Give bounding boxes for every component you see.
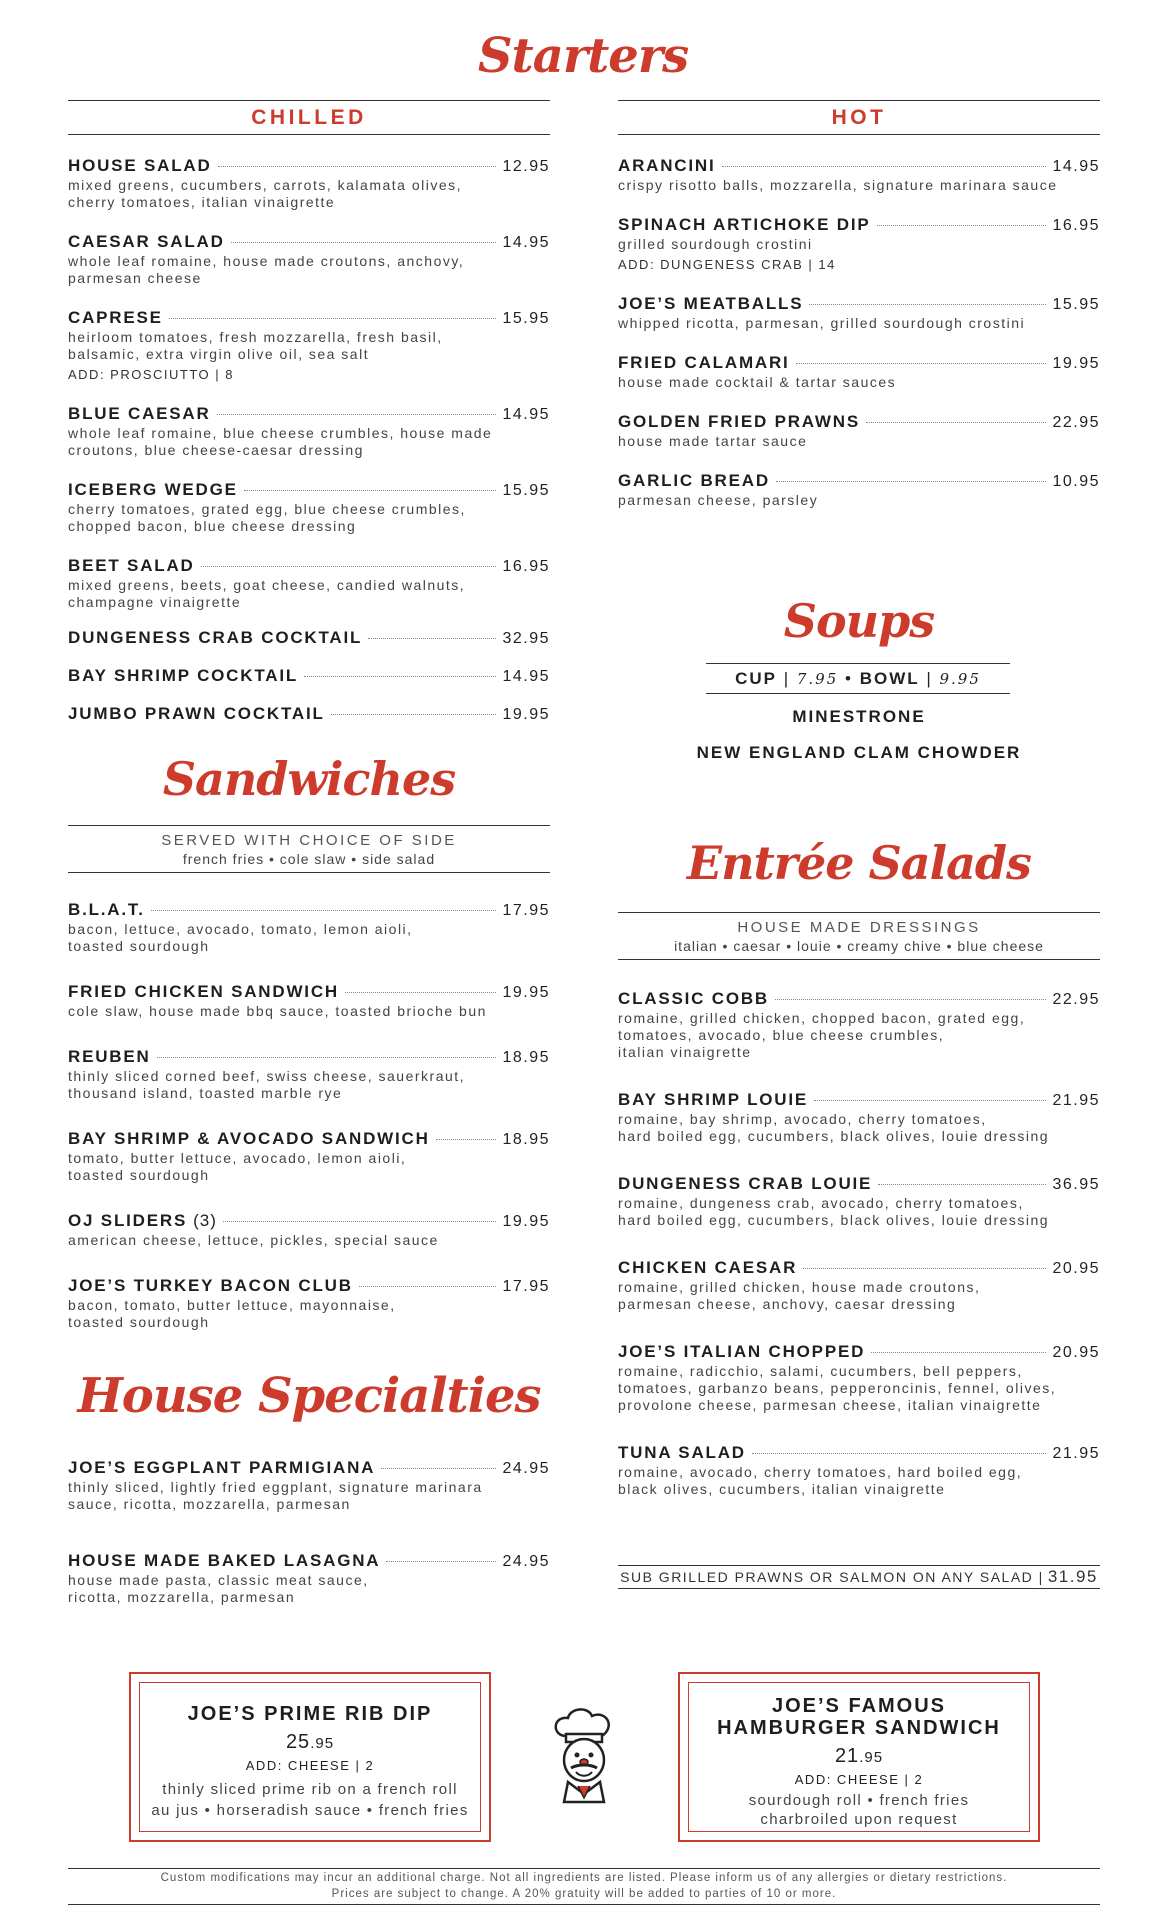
house-specialties-heading: House Specialties (77, 1368, 541, 1424)
menu-item-description: champagne vinaigrette (68, 594, 242, 610)
menu-item (618, 294, 1100, 332)
menu-item-price: 20.95 (1052, 1344, 1100, 1361)
menu-item-row (618, 1174, 1100, 1195)
sandwiches-heading: Sandwiches (162, 752, 456, 806)
menu-item-description: house made pasta, classic meat sauce, (68, 1572, 369, 1588)
menu-item-description: whole leaf romaine, blue cheese crumbles, house made (68, 425, 493, 441)
dot-leader (877, 225, 1047, 226)
dot-leader (871, 1352, 1046, 1353)
menu-item-description: parmesan cheese, parsley (618, 492, 819, 508)
menu-item-description: bacon, lettuce, avocado, tomato, lemon aioli, (68, 921, 413, 937)
dot-leader (345, 992, 496, 993)
menu-item-row (618, 471, 1100, 492)
menu-item-name: BAY SHRIMP & AVOCADO SANDWICH (68, 1129, 430, 1148)
menu-item-name: CHICKEN CAESAR (618, 1258, 798, 1277)
menu-item-description: hard boiled egg, cucumbers, black olives, louie dressing (618, 1128, 1050, 1144)
menu-item-name: BAY SHRIMP COCKTAIL (68, 666, 299, 685)
hot-list (618, 156, 1100, 509)
prime-rib-add: ADD: CHEESE | 2 (245, 1758, 375, 1773)
menu-item-description: black olives, cucumbers, italian vinaigrette (618, 1481, 946, 1497)
menu-item-description: thinly sliced, lightly fried eggplant, signature marinara (68, 1479, 483, 1495)
salad-list (618, 989, 1100, 1498)
menu-item (68, 480, 550, 535)
hot-label: HOT (618, 100, 1100, 135)
menu-item-row (68, 480, 550, 501)
menu-item-price: 20.95 (1052, 1260, 1100, 1277)
cup-label: CUP (735, 669, 777, 688)
menu-item-row (68, 556, 550, 577)
hamburger-line2: charbroiled upon request (760, 1811, 958, 1828)
hamburger-line1: sourdough roll • french fries (748, 1792, 970, 1809)
menu-item (618, 989, 1100, 1061)
menu-item-name: DUNGENESS CRAB COCKTAIL (68, 628, 363, 647)
menu-item-name: REUBEN (68, 1047, 151, 1066)
menu-item (68, 982, 550, 1020)
prime-rib-price-cents: .95 (310, 1735, 335, 1752)
menu-item-description: balsamic, extra virgin olive oil, sea salt (68, 346, 370, 362)
menu-item-description: tomato, butter lettuce, avocado, lemon aioli, (68, 1150, 407, 1166)
menu-item (68, 1047, 550, 1102)
menu-item-name: TUNA SALAD (618, 1443, 746, 1462)
menu-item-description: cherry tomatoes, grated egg, blue cheese crumbles, (68, 501, 466, 517)
menu-item-price: 15.95 (502, 310, 550, 327)
menu-item-row (68, 900, 550, 921)
menu-item (618, 156, 1100, 194)
dot-leader (776, 481, 1047, 482)
dot-leader (304, 676, 496, 677)
menu-item-row (68, 404, 550, 425)
menu-item-name: GOLDEN FRIED PRAWNS (618, 412, 860, 431)
menu-item-row (618, 353, 1100, 374)
sandwich-side-note (68, 825, 550, 873)
menu-item (68, 900, 550, 955)
menu-item-price: 10.95 (1052, 473, 1100, 490)
dot-leader (244, 490, 497, 491)
menu-item-price: 14.95 (502, 234, 550, 251)
menu-item-name: GARLIC BREAD (618, 471, 770, 490)
menu-item-row (68, 1129, 550, 1150)
menu-item-name: FRIED CHICKEN SANDWICH (68, 982, 339, 1001)
menu-item-name: JUMBO PRAWN COCKTAIL (68, 704, 325, 723)
menu-item-price: 24.95 (502, 1553, 550, 1570)
menu-item-description: croutons, blue cheese-caesar dressing (68, 442, 364, 458)
menu-item-price: 21.95 (1052, 1092, 1100, 1109)
dressings-note-title: HOUSE MADE DRESSINGS (737, 919, 981, 936)
menu-item (68, 1276, 550, 1331)
menu-item-description: toasted sourdough (68, 1167, 210, 1183)
menu-item-name: JOE’S TURKEY BACON CLUB (68, 1276, 353, 1295)
menu-item-price: 16.95 (1052, 217, 1100, 234)
prime-rib-line1: thinly sliced prime rib on a french roll (162, 1781, 458, 1798)
dot-leader (722, 166, 1047, 167)
menu-item-name: CLASSIC COBB (618, 989, 769, 1008)
menu-item-description: parmesan cheese (68, 270, 202, 286)
dot-leader (436, 1139, 497, 1140)
menu-item-name: SPINACH ARTICHOKE DIP (618, 215, 871, 234)
dot-leader (796, 363, 1047, 364)
hamburger-desc (689, 1791, 1029, 1829)
menu-item-name: B.L.A.T. (68, 900, 145, 919)
prime-rib-title: JOE’S PRIME RIB DIP (187, 1703, 433, 1725)
menu-item-row (68, 628, 550, 649)
menu-item-price: 19.95 (502, 984, 550, 1001)
menu-item-name: BLUE CAESAR (68, 404, 211, 423)
footer-line2: Prices are subject to change. A 20% gratuity will be added to parties of 10 or more. (331, 1888, 837, 1900)
salad-sub-price: 31.95 (1047, 1567, 1098, 1586)
menu-item-description: bacon, tomato, butter lettuce, mayonnaise, (68, 1297, 396, 1313)
menu-item-row (68, 156, 550, 177)
menu-item-price: 15.95 (502, 482, 550, 499)
menu-item-row (68, 1458, 550, 1479)
menu-item-description: romaine, bay shrimp, avocado, cherry tomatoes, (618, 1111, 987, 1127)
menu-item-row (68, 666, 550, 687)
dot-leader (814, 1100, 1046, 1101)
menu-item-name: FRIED CALAMARI (618, 353, 790, 372)
chilled-section (68, 100, 550, 725)
menu-item (68, 666, 550, 687)
menu-item (68, 704, 550, 725)
prime-rib-price (140, 1731, 480, 1754)
menu-item-price: 16.95 (502, 558, 550, 575)
menu-item-description: chopped bacon, blue cheese dressing (68, 518, 357, 534)
entree-salads-heading: Entrée Salads (687, 836, 1031, 890)
soups-heading: Soups (783, 594, 935, 648)
menu-item-description: parmesan cheese, anchovy, caesar dressing (618, 1296, 957, 1312)
hot-section (618, 100, 1100, 509)
menu-item (68, 628, 550, 649)
hamburger-price-main: 21 (834, 1745, 860, 1767)
menu-item (68, 308, 550, 383)
bowl-price: 9.95 (939, 670, 981, 688)
menu-item-row (68, 704, 550, 725)
menu-item-price: 19.95 (1052, 355, 1100, 372)
menu-item-price: 32.95 (502, 630, 550, 647)
menu-item-row (618, 215, 1100, 236)
menu-item (618, 471, 1100, 509)
menu-item-description: hard boiled egg, cucumbers, black olives, louie dressing (618, 1212, 1050, 1228)
hamburger-title-1: JOE’S FAMOUS (771, 1695, 947, 1717)
menu-item-description: whipped ricotta, parmesan, grilled sourdough crostini (618, 315, 1026, 331)
dot-leader (878, 1184, 1046, 1185)
menu-item-name: BAY SHRIMP LOUIE (618, 1090, 809, 1109)
menu-item-description: mixed greens, cucumbers, carrots, kalamata olives, (68, 177, 463, 193)
menu-item-description: thinly sliced corned beef, swiss cheese, sauerkraut, (68, 1068, 466, 1084)
menu-item-description: house made tartar sauce (618, 433, 808, 449)
menu-item-description: cole slaw, house made bbq sauce, toasted brioche bun (68, 1003, 487, 1019)
dot-leader (201, 566, 497, 567)
menu-item-row (618, 294, 1100, 315)
menu-item-row (618, 1342, 1100, 1363)
menu-item-name: JOE’S ITALIAN CHOPPED (618, 1342, 866, 1361)
menu-item-name: CAPRESE (68, 308, 163, 327)
dot-leader (809, 304, 1046, 305)
menu-item-row (68, 232, 550, 253)
menu-item-addon: ADD: PROSCIUTTO | 8 (68, 367, 234, 382)
dot-leader (752, 1453, 1047, 1454)
hamburger-add: ADD: CHEESE | 2 (794, 1772, 924, 1787)
menu-item-price: 12.95 (502, 158, 550, 175)
menu-item (68, 1551, 550, 1606)
dot-leader (331, 714, 497, 715)
menu-item-row (618, 1258, 1100, 1279)
menu-item (618, 412, 1100, 450)
prime-rib-price-main: 25 (285, 1731, 311, 1753)
sandwich-note-title: SERVED WITH CHOICE OF SIDE (161, 832, 457, 849)
menu-item-name: DUNGENESS CRAB LOUIE (618, 1174, 873, 1193)
menu-item-row (618, 1443, 1100, 1464)
menu-item-row (68, 1276, 550, 1297)
menu-item-price: 22.95 (1052, 414, 1100, 431)
prime-rib-desc (140, 1779, 480, 1821)
menu-item-price: 21.95 (1052, 1445, 1100, 1462)
menu-item-description: tomatoes, avocado, blue cheese crumbles, (618, 1027, 945, 1043)
cup-price: 7.95 (796, 670, 839, 688)
chilled-list (68, 156, 550, 725)
dot-leader (218, 166, 497, 167)
menu-item-row (68, 308, 550, 329)
menu-item (68, 1458, 550, 1513)
menu-item-row (618, 989, 1100, 1010)
menu-item-price: 24.95 (502, 1460, 550, 1477)
menu-item-description: toasted sourdough (68, 1314, 210, 1330)
menu-item-price: 22.95 (1052, 991, 1100, 1008)
menu-item-description: sauce, ricotta, mozzarella, parmesan (68, 1496, 351, 1512)
entree-salads-section (618, 912, 1100, 1498)
menu-item-description: provolone cheese, parmesan cheese, italian vinaigrette (618, 1397, 1042, 1413)
menu-item-row (618, 1090, 1100, 1111)
menu-item-name: HOUSE MADE BAKED LASAGNA (68, 1551, 381, 1570)
dot-leader (223, 1221, 497, 1222)
menu-item-description: cherry tomatoes, italian vinaigrette (68, 194, 336, 210)
menu-item-name: ARANCINI (618, 156, 716, 175)
menu-item-price: 14.95 (502, 668, 550, 685)
dot-leader (803, 1268, 1046, 1269)
menu-item-description: romaine, dungeness crab, avocado, cherry tomatoes, (618, 1195, 1024, 1211)
menu-item-description: house made cocktail & tartar sauces (618, 374, 897, 390)
dot-leader (866, 422, 1046, 423)
dressings-note (618, 912, 1100, 960)
menu-item-description: italian vinaigrette (618, 1044, 752, 1060)
menu-item-row (68, 1047, 550, 1068)
house-specialties-section (68, 1436, 550, 1606)
sandwiches-section (68, 825, 550, 1331)
prime-rib-line2: au jus • horseradish sauce • french fries (151, 1802, 469, 1819)
dot-leader (151, 910, 497, 911)
footer-disclaimer (68, 1868, 1100, 1905)
chef-mascot-icon (538, 1706, 630, 1810)
hamburger-price (689, 1745, 1029, 1768)
hamburger-frame (688, 1682, 1030, 1832)
menu-item-row (68, 1211, 550, 1232)
chilled-label: CHILLED (68, 100, 550, 135)
dot-leader (157, 1057, 497, 1058)
soup-item: NEW ENGLAND CLAM CHOWDER (696, 743, 1022, 762)
menu-item-price: 17.95 (502, 1278, 550, 1295)
soup-size-bar: CUP | 7.95 • BOWL | 9.95 (706, 663, 1010, 694)
menu-item-description: american cheese, lettuce, pickles, special sauce (68, 1232, 439, 1248)
menu-item-description: tomatoes, garbanzo beans, pepperoncinis, fennel, olives, (618, 1380, 1057, 1396)
menu-item-description: ricotta, mozzarella, parmesan (68, 1589, 296, 1605)
menu-item (68, 232, 550, 287)
menu-item-description: grilled sourdough crostini (618, 236, 813, 252)
dot-leader (368, 638, 496, 639)
menu-item-description: romaine, grilled chicken, chopped bacon, grated egg, (618, 1010, 1026, 1026)
menu-item-price: 36.95 (1052, 1176, 1100, 1193)
starters-heading: Starters (477, 28, 689, 84)
menu-item-addon: ADD: DUNGENESS CRAB | 14 (618, 257, 836, 272)
menu-item-name: OJ SLIDERS (68, 1211, 188, 1230)
sandwich-note-sub: french fries • cole slaw • side salad (182, 851, 436, 867)
menu-item-description: whole leaf romaine, house made croutons, anchovy, (68, 253, 465, 269)
footer-line1: Custom modifications may incur an additional charge. Not all ingredients are listed. Please inform us of any allergies or dietary restrictions. (160, 1872, 1008, 1884)
dot-leader (231, 242, 497, 243)
dot-leader (169, 318, 497, 319)
menu-item-price: 18.95 (502, 1049, 550, 1066)
menu-item-description: romaine, grilled chicken, house made croutons, (618, 1279, 981, 1295)
menu-item-description: thousand island, toasted marble rye (68, 1085, 343, 1101)
menu-item-row (68, 1551, 550, 1572)
menu-item (68, 156, 550, 211)
menu-item (618, 353, 1100, 391)
menu-item-price: 14.95 (1052, 158, 1100, 175)
menu-item-description: heirloom tomatoes, fresh mozzarella, fresh basil, (68, 329, 443, 345)
menu-item-price: 15.95 (1052, 296, 1100, 313)
hamburger-title-2: HAMBURGER SANDWICH (717, 1717, 1001, 1739)
menu-item (618, 1090, 1100, 1145)
menu-item (68, 1211, 550, 1249)
menu-item (68, 404, 550, 459)
prime-rib-feature (129, 1672, 491, 1842)
sandwich-list (68, 900, 550, 1331)
menu-item-name: JOE’S MEATBALLS (618, 294, 804, 313)
menu-item (618, 1342, 1100, 1414)
dot-leader (775, 999, 1046, 1000)
bowl-label: BOWL (859, 669, 920, 688)
menu-item (618, 1174, 1100, 1229)
dot-leader (381, 1468, 496, 1469)
menu-item-row (618, 412, 1100, 433)
dot-leader (386, 1561, 496, 1562)
salad-sub-bar (618, 1565, 1100, 1589)
hamburger-price-cents: .95 (859, 1749, 884, 1766)
menu-item-qty: (3) (193, 1211, 217, 1230)
menu-item-description: mixed greens, beets, goat cheese, candied walnuts, (68, 577, 466, 593)
menu-item-price: 18.95 (502, 1131, 550, 1148)
salad-sub-text: SUB GRILLED PRAWNS OR SALMON ON ANY SALAD | (620, 1569, 1044, 1585)
menu-item-name: HOUSE SALAD (68, 156, 212, 175)
menu-item-name: JOE’S EGGPLANT PARMIGIANA (68, 1458, 376, 1477)
prime-rib-frame (139, 1682, 481, 1832)
dot-leader (359, 1286, 497, 1287)
menu-item-row (618, 156, 1100, 177)
specialty-list (68, 1458, 550, 1606)
menu-item-price: 19.95 (502, 706, 550, 723)
hamburger-feature (678, 1672, 1040, 1842)
soup-item: MINESTRONE (792, 707, 926, 726)
menu-item-description: romaine, avocado, cherry tomatoes, hard boiled egg, (618, 1464, 1023, 1480)
menu-item (68, 556, 550, 611)
dot-leader (217, 414, 497, 415)
menu-item (618, 1443, 1100, 1498)
menu-item (618, 215, 1100, 273)
menu-item-name: CAESAR SALAD (68, 232, 225, 251)
menu-item-name: BEET SALAD (68, 556, 195, 575)
menu-item-price: 19.95 (502, 1213, 550, 1230)
menu-item-price: 17.95 (502, 902, 550, 919)
menu-item-description: crispy risotto balls, mozzarella, signature marinara sauce (618, 177, 1058, 193)
menu-item-description: romaine, radicchio, salami, cucumbers, bell peppers, (618, 1363, 1023, 1379)
menu-item-price: 14.95 (502, 406, 550, 423)
menu-item-description: toasted sourdough (68, 938, 210, 954)
menu-item-row (68, 982, 550, 1003)
menu-item-name: ICEBERG WEDGE (68, 480, 238, 499)
menu-item (68, 1129, 550, 1184)
dressings-note-sub: italian • caesar • louie • creamy chive • blue cheese (674, 938, 1044, 954)
menu-item (618, 1258, 1100, 1313)
